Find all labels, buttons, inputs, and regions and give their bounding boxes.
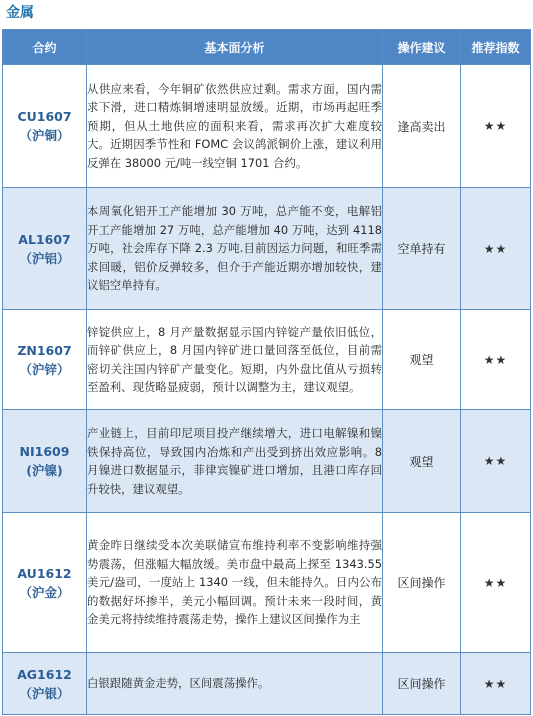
rating-stars: ★★ — [461, 65, 531, 188]
contract-cell — [3, 65, 87, 188]
analysis-text: 白银跟随黄金走势，区间震荡操作。 — [87, 653, 383, 715]
contract-code: AG1612 — [17, 666, 72, 682]
rating-stars: ★★ — [461, 410, 531, 513]
contract-cell — [3, 653, 87, 715]
rating-stars: ★★ — [461, 653, 531, 715]
contract-cell — [3, 310, 87, 410]
header-contract: 合约 — [3, 30, 87, 65]
analysis-text: 从供应来看，今年铜矿依然供应过剩。需求方面，国内需求下滑，进口精炼铜增速明显放缓。近期，市场再起旺季预期，但从土地供应的面积来看，需求再次扩大难度较大。近期因季节性和 FOMC 会议鸽派铜价上涨，建议利用反弹在 38000 元/吨一线空铜 1701 合约。 — [87, 65, 383, 188]
advice-text: 区间操作 — [383, 513, 461, 653]
advice-text: 空单持有 — [383, 188, 461, 310]
advice-text: 观望 — [383, 410, 461, 513]
table-row — [3, 653, 531, 715]
contract-name: （沪锌） — [19, 361, 70, 377]
advice-text: 区间操作 — [383, 653, 461, 715]
contract-name: （沪铜） — [19, 128, 70, 143]
contract-name: （沪银） — [19, 685, 70, 701]
contract-name: (沪镍) — [26, 463, 63, 478]
rating-stars: ★★ — [461, 513, 531, 653]
metals-table — [2, 29, 531, 715]
analysis-text: 产业链上，目前印尼项目投产继续增大，进口电解镍和镍铁保持高位，导致国内冶炼和产出受到挤出效应影响。8 月镍进口数据显示，菲律宾镍矿进口增加，且港口库存回升较快，建议观望。 — [87, 410, 383, 513]
contract-code: NI1609 — [19, 444, 70, 459]
analysis-text: 锌锭供应上，8 月产量数据显示国内锌锭产量依旧低位，而锌矿供应上，8 月国内锌矿进口量回落至低位，目前需密切关注国内锌矿产量变化。短期，内外盘比值从亏损转至盈利、现货略显疲弱，预计以调整为主，建议观望。 — [87, 310, 383, 410]
advice-text: 逢高卖出 — [383, 65, 461, 188]
table-row — [3, 188, 531, 310]
advice-text: 观望 — [383, 310, 461, 410]
contract-code: AL1607 — [18, 231, 71, 247]
header-rating: 推荐指数 — [461, 30, 531, 65]
analysis-text: 黄金昨日继续受本次美联储宣布维持利率不变影响维持强势震荡，但涨幅大幅放缓。美市盘中最高上探至 1343.55 美元/盎司，一度站上 1340 一线，但未能持久。日内公布的数据好坏掺半，美元小幅回调。预计未来一段时间，黄金美元将持续维持震荡走势，操作上建议区间操作为主 — [87, 513, 383, 653]
contract-cell — [3, 188, 87, 310]
contract-name: （沪铝） — [19, 250, 70, 266]
table-row — [3, 513, 531, 653]
contract-cell — [3, 410, 87, 513]
analysis-text: 本周氧化铝开工产能增加 30 万吨，总产能不变，电解铝开工产能增加 27 万吨，总产能增加 40 万吨，达到 4118 万吨，社会库存下降 2.3 万吨.目前因运力问题，和旺季需求回暖，铝价反弹较多，但介于产能近期亦增加较快，建议铝空单持有。 — [87, 188, 383, 310]
rating-stars: ★★ — [461, 188, 531, 310]
table-row — [3, 65, 531, 188]
table-row — [3, 410, 531, 513]
header-analysis: 基本面分析 — [87, 30, 383, 65]
section-title: 金属 — [6, 5, 34, 21]
header-advice: 操作建议 — [383, 30, 461, 65]
contract-name: （沪金） — [19, 584, 70, 600]
table-header-row — [3, 30, 531, 65]
contract-code: AU1612 — [17, 565, 72, 581]
contract-code: ZN1607 — [17, 342, 72, 358]
rating-stars: ★★ — [461, 310, 531, 410]
table-row — [3, 310, 531, 410]
contract-cell — [3, 513, 87, 653]
contract-code: CU1607 — [17, 109, 72, 124]
